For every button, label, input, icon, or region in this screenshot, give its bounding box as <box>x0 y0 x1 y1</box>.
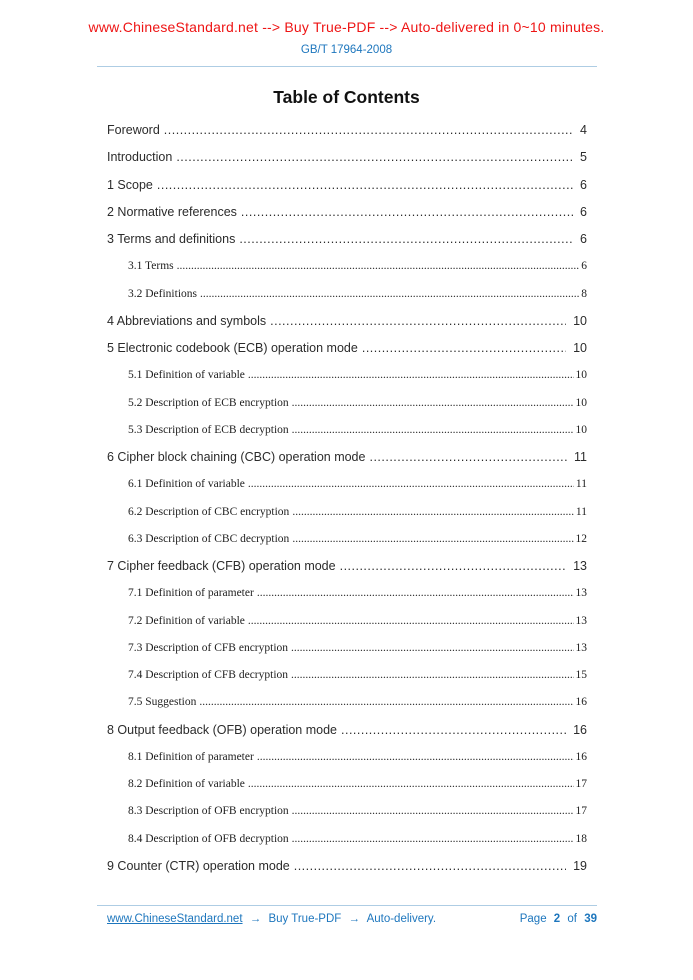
toc-entry-page-number: 5 <box>580 150 587 165</box>
of-label: of <box>567 913 577 925</box>
toc-entry-label: 3 Terms and definitions <box>107 232 236 246</box>
toc-entry <box>107 853 587 880</box>
toc-entry-label: 8.4 Description of OFB decryption <box>128 832 289 845</box>
toc-entry-page-number: 4 <box>580 123 587 137</box>
current-page-number: 2 <box>553 913 561 925</box>
toc-entry <box>107 308 587 335</box>
toc-entry-page-number: 13 <box>575 641 587 654</box>
toc-entry-label: 4 Abbreviations and symbols <box>107 313 267 328</box>
toc-entry <box>107 580 587 607</box>
toc-entry-page-number: 11 <box>575 478 587 491</box>
toc-entry <box>107 744 587 771</box>
toc-entry-label: 8.2 Definition of variable <box>128 778 245 790</box>
toc-entry-label: 6.1 Definition of variable <box>128 478 245 491</box>
toc-entry <box>107 335 587 362</box>
toc-entry-page-number: 11 <box>574 450 587 464</box>
footer <box>107 913 597 925</box>
toc-entry-label: 7.3 Description of CFB encryption <box>128 641 289 654</box>
toc-entry-page-number: 10 <box>573 341 587 355</box>
dot-leader <box>291 662 573 689</box>
toc-entry <box>107 826 587 853</box>
header-rule <box>97 66 597 67</box>
dot-leader <box>291 635 573 662</box>
toc-entry <box>107 471 587 498</box>
toc-entry-page-number: 17 <box>575 778 587 790</box>
dot-leader <box>340 553 567 580</box>
toc-entry-page-number: 18 <box>575 832 587 845</box>
dot-leader <box>341 717 566 744</box>
toc-entry <box>107 635 587 662</box>
toc-entry-label: 3.1 Terms <box>128 260 174 273</box>
toc-entry-label: Foreword <box>107 123 160 137</box>
toc-entry-label: 5.2 Description of ECB encryption <box>128 396 289 409</box>
toc-entry-label: 2 Normative references <box>107 204 237 219</box>
footer-promo <box>107 913 440 925</box>
table-of-contents <box>107 117 587 880</box>
toc-entry-page-number: 6 <box>580 204 587 219</box>
toc-entry-label: 5 Electronic codebook (ECB) operation mode <box>107 341 358 355</box>
toc-entry <box>107 444 587 471</box>
dot-leader <box>248 362 574 389</box>
toc-entry-page-number: 16 <box>575 750 587 763</box>
dot-leader <box>248 608 574 635</box>
dot-leader <box>239 226 573 253</box>
toc-entry-page-number: 13 <box>573 559 587 573</box>
footer-website-link[interactable]: www.ChineseStandard.net <box>107 913 243 925</box>
toc-entry <box>107 172 587 199</box>
toc-entry-page-number: 17 <box>575 805 587 818</box>
toc-entry-page-number: 6 <box>580 177 587 192</box>
dot-leader <box>164 117 573 144</box>
toc-entry <box>107 526 587 553</box>
toc-entry-page-number: 16 <box>575 696 587 709</box>
dot-leader <box>292 499 574 526</box>
toc-entry-label: 6 Cipher block chaining (CBC) operation mode <box>107 450 366 464</box>
toc-entry-page-number: 13 <box>575 587 587 600</box>
toc-entry-page-number: 16 <box>573 722 587 737</box>
arrow-right-icon: → <box>348 913 360 925</box>
toc-entry-label: 5.3 Description of ECB decryption <box>128 423 289 436</box>
arrow-right-icon: → <box>249 913 262 925</box>
dot-leader <box>248 771 574 798</box>
toc-entry-page-number: 10 <box>573 313 587 328</box>
toc-entry-label: 6.3 Description of CBC decryption <box>128 532 290 545</box>
toc-entry-label: 7.4 Description of CFB decryption <box>128 669 289 681</box>
toc-entry-label: 7.5 Suggestion <box>128 696 197 709</box>
toc-entry <box>107 553 587 580</box>
dot-leader <box>292 526 573 553</box>
page-title: Table of Contents <box>273 87 420 107</box>
dot-leader <box>292 826 574 853</box>
dot-leader <box>248 471 574 498</box>
toc-entry <box>107 798 587 825</box>
footer-buy-label: Buy True-PDF <box>268 913 342 925</box>
toc-entry-label: 6.2 Description of CBC encryption <box>128 505 290 518</box>
total-page-number: 39 <box>584 913 597 925</box>
toc-entry-page-number: 12 <box>575 532 587 545</box>
toc-entry <box>107 281 587 308</box>
doc-number: GB/T 17964-2008 <box>300 44 393 56</box>
toc-entry <box>107 417 587 444</box>
toc-entry-label: 8 Output feedback (OFB) operation mode <box>107 722 337 737</box>
toc-entry-page-number: 19 <box>573 858 587 873</box>
dot-leader <box>177 253 580 280</box>
toc-entry <box>107 199 587 226</box>
toc-entry <box>107 689 587 716</box>
footer-rule <box>97 905 597 906</box>
toc-entry-page-number: 10 <box>575 423 587 436</box>
toc-entry <box>107 362 587 389</box>
header-promo: www.ChineseStandard.net --> Buy True-PDF --> Auto-delivered in 0~10 minutes. <box>88 19 605 35</box>
toc-entry-page-number: 15 <box>575 669 587 681</box>
dot-leader <box>270 308 566 335</box>
dot-leader <box>294 853 566 880</box>
toc-entry-label: 7.2 Definition of variable <box>128 614 245 627</box>
toc-entry <box>107 117 587 144</box>
toc-entry-page-number: 8 <box>581 287 587 300</box>
page-indicator <box>520 913 597 925</box>
toc-entry-page-number: 6 <box>581 260 587 273</box>
dot-leader <box>257 580 574 607</box>
toc-entry-label: 7 Cipher feedback (CFB) operation mode <box>107 559 336 573</box>
dot-leader <box>362 335 566 362</box>
dot-leader <box>199 689 573 716</box>
footer-delivery-label: Auto-delivery. <box>366 913 437 925</box>
toc-entry <box>107 144 587 171</box>
toc-entry <box>107 771 587 798</box>
dot-leader <box>176 144 573 171</box>
toc-entry <box>107 253 587 280</box>
toc-entry-label: 8.3 Description of OFB encryption <box>128 805 289 818</box>
dot-leader <box>157 172 573 199</box>
toc-entry-page-number: 11 <box>575 505 587 518</box>
toc-entry-label: Introduction <box>107 150 173 165</box>
toc-entry-label: 8.1 Definition of parameter <box>128 750 254 763</box>
toc-entry-page-number: 6 <box>580 232 587 246</box>
toc-entry <box>107 390 587 417</box>
page-label: Page <box>519 913 547 925</box>
dot-leader <box>241 199 573 226</box>
toc-entry <box>107 499 587 526</box>
dot-leader <box>200 281 579 308</box>
dot-leader <box>292 390 574 417</box>
toc-entry <box>107 226 587 253</box>
toc-entry <box>107 717 587 744</box>
dot-leader <box>369 444 567 471</box>
toc-entry <box>107 662 587 689</box>
toc-entry-label: 1 Scope <box>107 177 153 192</box>
toc-entry-page-number: 10 <box>575 396 587 409</box>
dot-leader <box>257 744 574 771</box>
toc-entry-page-number: 10 <box>575 369 587 382</box>
toc-entry <box>107 608 587 635</box>
dot-leader <box>292 798 574 825</box>
toc-entry-page-number: 13 <box>575 614 587 627</box>
toc-entry-label: 9 Counter (CTR) operation mode <box>107 858 290 873</box>
dot-leader <box>292 417 574 444</box>
toc-entry-label: 5.1 Definition of variable <box>128 369 245 382</box>
toc-entry-label: 7.1 Definition of parameter <box>128 587 254 600</box>
toc-entry-label: 3.2 Definitions <box>128 287 197 300</box>
